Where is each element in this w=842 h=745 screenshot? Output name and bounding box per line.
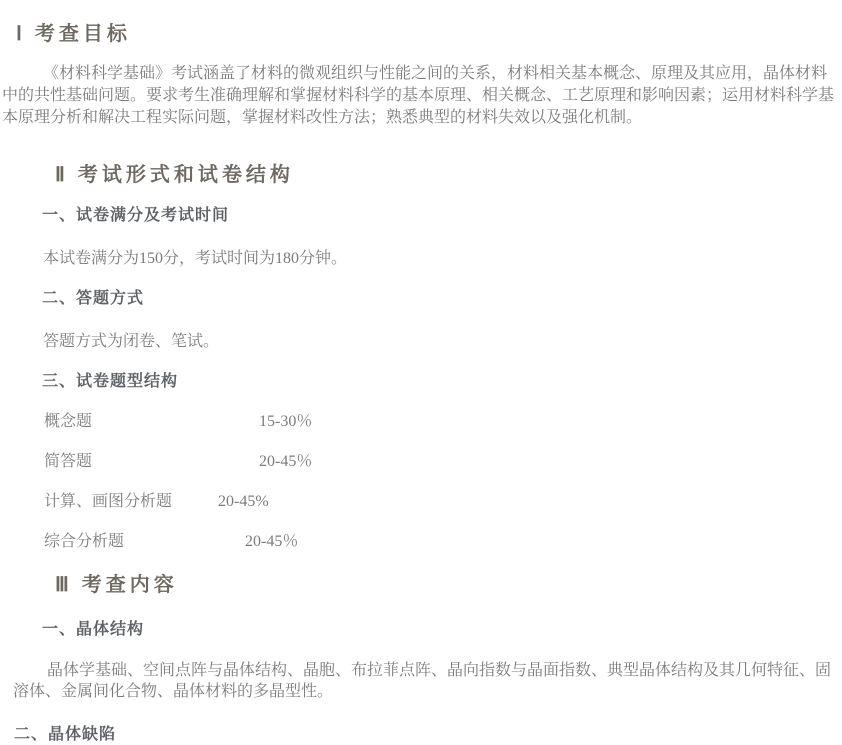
question-type-row [44,451,842,472]
answer-method-text: 答题方式为闭卷、笔试。 [43,333,220,350]
subsection-paper-structure-heading: 三、试卷题型结构 [42,373,179,390]
question-type-label: 概念题 [44,413,93,430]
question-type-percent: 15-30％ [259,413,313,430]
question-type-percent: 20-45％ [245,533,299,550]
question-type-percent: 20-45％ [259,453,313,470]
subsection-crystal-defects-heading: 二、晶体缺陷 [14,726,117,743]
section-3-heading: Ⅲ 考查内容 [55,574,178,596]
section-2-heading: Ⅱ 考试形式和试卷结构 [55,164,294,186]
question-type-row [44,491,842,512]
question-type-label: 计算、画图分析题 [44,493,173,510]
question-type-row [44,411,842,432]
question-type-label: 综合分析题 [44,533,125,550]
section-1-heading: Ⅰ 考查目标 [16,23,131,45]
crystal-structure-paragraph: 晶体学基础、空间点阵与晶体结构、晶胞、布拉菲点阵、晶向指数与晶面指数、典型晶体结构及其几何特征、固溶体、金属间化合物、晶体材料的多晶型性。 [13,662,832,700]
subsection-exam-score-time-heading: 一、试卷满分及考试时间 [42,207,230,224]
exam-syllabus-document [0,22,842,745]
subsection-crystal-structure-heading: 一、晶体结构 [42,621,145,638]
question-type-row [44,531,842,552]
exam-score-time-text: 本试卷满分为150分，考试时间为180分钟。 [43,250,348,267]
question-type-table [0,411,842,552]
question-type-percent: 20-45% [218,493,269,510]
subsection-answer-method-heading: 二、答题方式 [42,290,145,307]
section-1-paragraph: 《材料科学基础》考试涵盖了材料的微观组织与性能之间的关系，材料相关基本概念、原理及其应用，晶体材料中的共性基础问题。要求考生准确理解和掌握材料科学的基本原理、相关概念、工艺原理和影响因素；运用材料科学基本原理分析和解决工程实际问题，掌握材料改性方法；熟悉典型的材料失效以及强化机制。 [2,65,835,126]
question-type-label: 简答题 [44,453,93,470]
